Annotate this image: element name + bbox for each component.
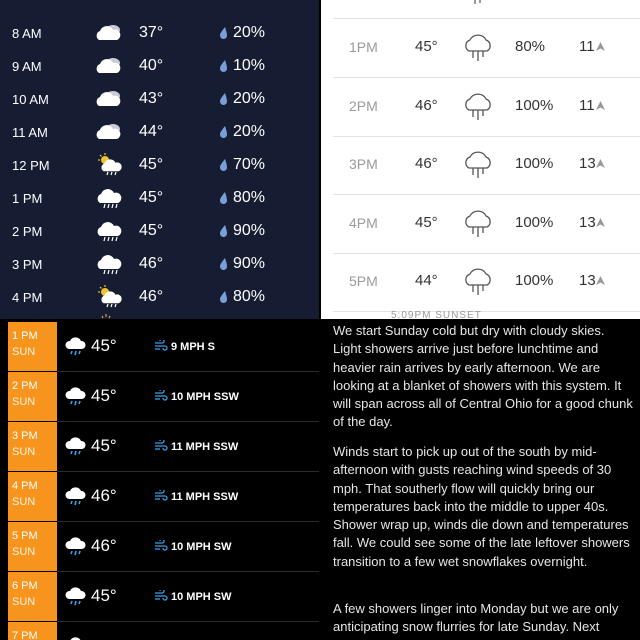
temperature: 44° bbox=[415, 272, 438, 289]
orange-time-cell bbox=[8, 372, 57, 421]
day-label: SUN bbox=[12, 396, 36, 408]
hour-label: 3PM bbox=[349, 156, 378, 172]
temperature: 45° bbox=[415, 213, 438, 231]
navy-hour-row bbox=[0, 50, 319, 83]
precip-chance: 10% bbox=[233, 57, 266, 74]
white-hour-row bbox=[321, 195, 640, 253]
wind-speed: 11 bbox=[579, 96, 595, 114]
sunset-row-partial: 5:09PM SUNSET bbox=[391, 310, 482, 319]
navy-hour-row bbox=[0, 149, 319, 182]
navy-hour-row bbox=[0, 182, 319, 215]
navy-hour-row bbox=[0, 17, 319, 50]
hour-label: 1PM bbox=[349, 39, 378, 55]
hour-label: 11 AM bbox=[12, 125, 48, 140]
hour-label: 3 PM bbox=[12, 257, 43, 272]
precip-chance: 20% bbox=[233, 90, 266, 107]
orange-time-cell bbox=[8, 622, 57, 640]
rain-outline-icon bbox=[461, 207, 495, 239]
raindrop-icon bbox=[219, 192, 228, 204]
partial-drops-icon bbox=[471, 0, 485, 6]
hour-label: 5PM bbox=[349, 273, 378, 289]
orange-time-cell bbox=[8, 522, 57, 571]
day-label: SUN bbox=[12, 546, 36, 558]
raindrop-icon bbox=[219, 291, 228, 303]
hour-label: 2 PM bbox=[12, 380, 38, 392]
wind-reading: 10 MPH SW bbox=[171, 541, 232, 553]
wind-icon bbox=[154, 590, 168, 602]
article-paragraph-1: We start Sunday cold but dry with cloudy skies. Light showers arrive just before lunchtime and heavier rain arrives by early afternoon. We are looking at a blanket of showers with this system. It will span across all of Central Ohio for a good chunk of the day. bbox=[333, 323, 633, 430]
rain-cloud-icon bbox=[64, 534, 88, 558]
temperature: 45° bbox=[139, 189, 164, 206]
wind-reading: 10 MPH SW bbox=[171, 591, 232, 603]
temperature: 44° bbox=[139, 123, 164, 140]
navy-hour-row bbox=[0, 116, 319, 149]
precip-chance: 80% bbox=[233, 189, 266, 206]
temperature: 45° bbox=[91, 436, 117, 455]
raindrop-icon bbox=[219, 126, 228, 138]
raindrop-icon bbox=[219, 93, 228, 105]
hour-label: 4 PM bbox=[12, 480, 38, 492]
raindrop-icon bbox=[219, 258, 228, 270]
hour-label: 6 PM bbox=[12, 580, 38, 592]
wind-speed: 13 bbox=[579, 155, 596, 172]
wind-speed: 13 bbox=[579, 213, 596, 231]
wind-arrow-icon bbox=[596, 42, 605, 51]
precip-chance: 90% bbox=[233, 255, 266, 272]
precip-chance: 100% bbox=[515, 155, 554, 172]
hour-label: 4PM bbox=[349, 214, 378, 231]
hour-label: 4 PM bbox=[12, 290, 43, 305]
raindrop-icon bbox=[219, 225, 228, 237]
temperature: 45° bbox=[139, 156, 164, 173]
wind-icon bbox=[154, 340, 168, 352]
temperature: 45° bbox=[139, 222, 164, 239]
wind-icon bbox=[154, 540, 168, 552]
navy-hour-row bbox=[0, 215, 319, 248]
hour-label: 9 AM bbox=[12, 59, 42, 74]
hour-label: 1 PM bbox=[12, 191, 43, 206]
row-divider bbox=[333, 311, 640, 312]
orange-time-cell bbox=[8, 422, 57, 471]
hour-label: 2 PM bbox=[12, 224, 43, 239]
article-paragraph-2: Winds start to pick up out of the south by mid-afternoon with gusts reaching wind speeds of 30 mph. That southerly flow will quickly bring our temperatures back into the middle to upper 40s. Shower wrap up, winds die down and temperatures fall. We could see some of the late leftover showers transition to a few wet snowflakes overnight. bbox=[333, 444, 630, 569]
precip-chance: 80% bbox=[233, 288, 266, 305]
rain-cloud-icon bbox=[64, 384, 88, 408]
wind-arrow-icon bbox=[596, 159, 605, 168]
rain-outline-icon bbox=[461, 148, 495, 180]
rain-outline-icon bbox=[461, 31, 495, 63]
hour-label: 8 AM bbox=[12, 26, 42, 41]
rain-outline-icon bbox=[461, 90, 495, 122]
orange-hour-row bbox=[0, 322, 319, 372]
navy-hour-row bbox=[0, 281, 319, 314]
orange-time-cell bbox=[8, 472, 57, 521]
wind-speed: 11 bbox=[579, 38, 595, 55]
white-hour-row bbox=[321, 78, 640, 136]
wind-icon bbox=[154, 490, 168, 502]
white-hourly-panel bbox=[321, 0, 640, 319]
temperature: 45° bbox=[415, 38, 438, 55]
precip-chance: 90% bbox=[233, 222, 266, 239]
rain-cloud-icon bbox=[64, 584, 88, 608]
day-label: SUN bbox=[12, 446, 36, 458]
navy-hour-row bbox=[0, 248, 319, 281]
orange-hour-row bbox=[0, 372, 319, 422]
wind-arrow-icon bbox=[596, 276, 605, 285]
partial-sun-icon bbox=[100, 314, 112, 319]
hour-label: 2PM bbox=[349, 97, 378, 114]
wind-speed: 13 bbox=[579, 272, 596, 289]
orange-hour-row bbox=[0, 522, 319, 572]
wind-reading: 11 MPH SSW bbox=[171, 491, 239, 503]
raindrop-icon bbox=[219, 159, 228, 171]
temperature: 46° bbox=[415, 155, 438, 172]
rain-cloud-icon bbox=[64, 334, 88, 358]
day-label: SUN bbox=[12, 346, 36, 358]
precip-chance: 100% bbox=[515, 96, 554, 114]
forecast-article bbox=[321, 321, 640, 640]
wind-icon bbox=[154, 440, 168, 452]
white-hour-row bbox=[321, 19, 640, 77]
wind-arrow-icon bbox=[596, 218, 605, 227]
wind-arrow-icon bbox=[596, 101, 605, 110]
hour-label: 10 AM bbox=[12, 92, 49, 107]
wind-reading: 9 MPH S bbox=[171, 341, 216, 353]
precip-chance: 100% bbox=[515, 272, 554, 289]
rain-cloud-icon bbox=[64, 634, 88, 640]
orange-hourly-panel bbox=[0, 321, 319, 640]
wind-reading: 10 MPH SSW bbox=[171, 391, 239, 403]
article-paragraph-3: A few showers linger into Monday but we are only anticipating snow flurries for late Sunday. Next bbox=[333, 601, 619, 635]
hour-label: 5 PM bbox=[12, 530, 38, 542]
temperature: 45° bbox=[91, 336, 117, 355]
precip-chance: 100% bbox=[515, 213, 554, 231]
white-hour-row bbox=[321, 136, 640, 194]
temperature: 37° bbox=[139, 24, 164, 41]
precip-chance: 20% bbox=[233, 24, 266, 41]
temperature: 46° bbox=[139, 288, 164, 305]
orange-time-cell bbox=[8, 322, 57, 371]
temperature: 45° bbox=[91, 386, 117, 405]
rain-cloud-icon bbox=[64, 434, 88, 458]
orange-hour-row bbox=[0, 572, 319, 622]
raindrop-icon bbox=[219, 60, 228, 72]
hour-label: 12 PM bbox=[12, 158, 50, 173]
rain-cloud-icon bbox=[64, 484, 88, 508]
raindrop-icon bbox=[219, 27, 228, 39]
temperature: 45° bbox=[91, 586, 117, 605]
navy-hourly-panel bbox=[0, 0, 319, 319]
white-hour-row bbox=[321, 253, 640, 311]
navy-hour-row bbox=[0, 83, 319, 116]
hour-label: 1 PM bbox=[12, 330, 38, 342]
precip-chance: 20% bbox=[233, 123, 266, 140]
temperature: 46° bbox=[91, 486, 117, 505]
orange-hour-row bbox=[0, 472, 319, 522]
temperature: 40° bbox=[139, 57, 164, 74]
precip-chance: 70% bbox=[233, 156, 266, 173]
wind-icon bbox=[154, 390, 168, 402]
wind-reading: 11 MPH SSW bbox=[171, 441, 239, 453]
orange-hour-row bbox=[0, 422, 319, 472]
temperature: 43° bbox=[139, 90, 164, 107]
rain-outline-icon bbox=[461, 265, 495, 297]
day-label: SUN bbox=[12, 496, 36, 508]
temperature: 46° bbox=[91, 536, 117, 555]
temperature: 46° bbox=[415, 96, 438, 114]
hour-label: 7 PM bbox=[12, 630, 38, 640]
precip-chance: 80% bbox=[515, 38, 546, 55]
hour-label: 3 PM bbox=[12, 430, 38, 442]
orange-hour-row bbox=[0, 622, 319, 640]
day-label: SUN bbox=[12, 596, 36, 608]
temperature: 46° bbox=[139, 255, 164, 272]
orange-time-cell bbox=[8, 572, 57, 621]
